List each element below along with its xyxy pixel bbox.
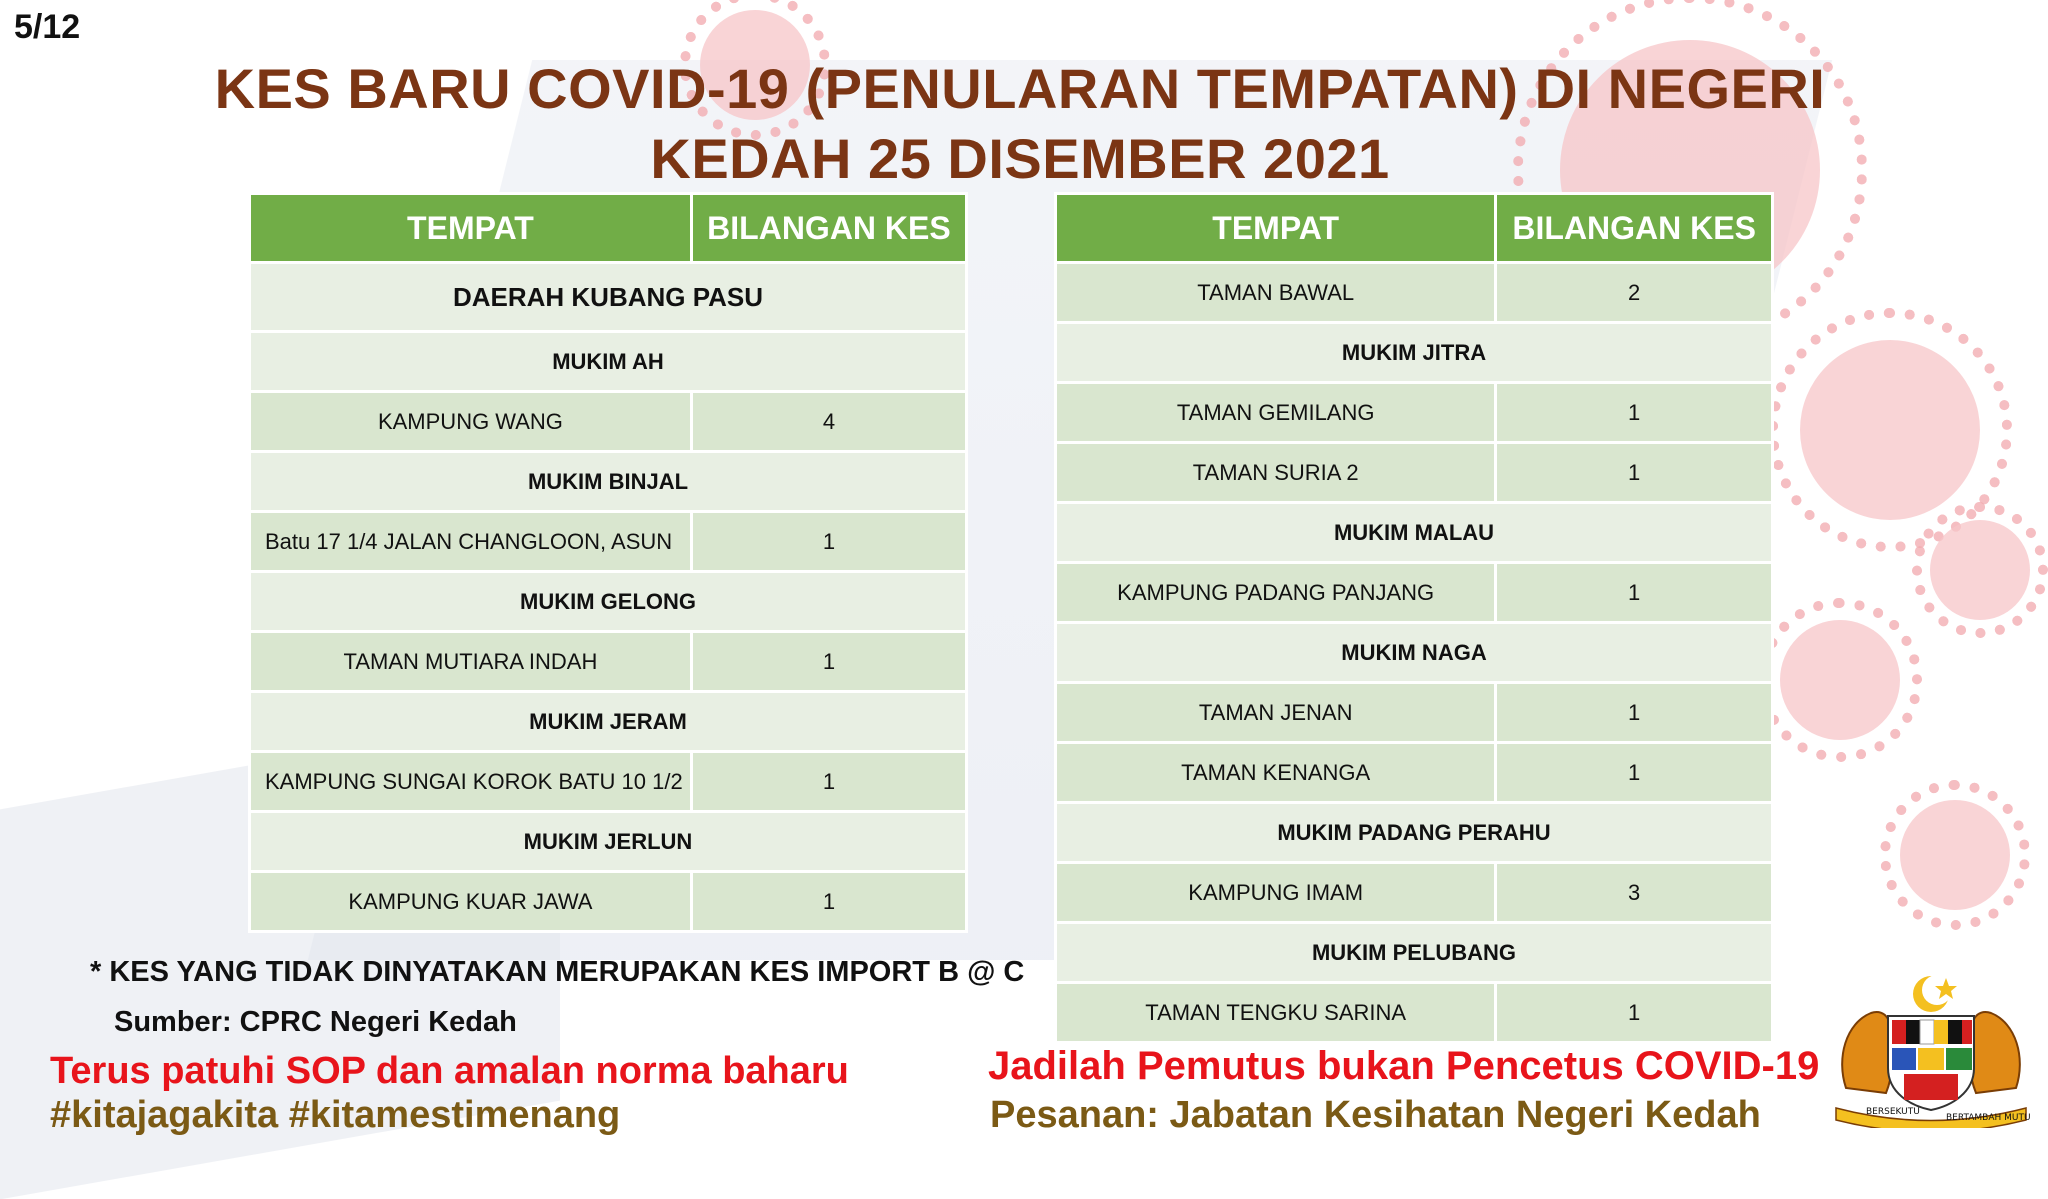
table-row [1056,263,1773,323]
table-row [1056,383,1773,443]
table-row [1056,563,1773,623]
case-count: 1 [1496,983,1773,1043]
place-name: KAMPUNG KUAR JAWA [250,872,692,932]
page-title [160,54,1880,194]
case-count: 4 [691,392,966,452]
mukim-name: MUKIM JERAM [250,692,967,752]
place-name: KAMPUNG IMAM [1056,863,1496,923]
table-row [1056,743,1773,803]
mukim-row [1056,803,1773,863]
mukim-name: MUKIM MALAU [1056,503,1773,563]
place-name: KAMPUNG PADANG PANJANG [1056,563,1496,623]
mukim-row [250,332,967,392]
mukim-name: MUKIM JERLUN [250,812,967,872]
case-count: 1 [691,632,966,692]
mukim-row [250,452,967,512]
virus-decoration [1900,800,2010,910]
case-count: 2 [1496,263,1773,323]
malaysia-coat-of-arms-icon [1826,968,2036,1128]
slogan: Jadilah Pemutus bukan Pencetus COVID-19 [988,1044,1820,1088]
message-source: Pesanan: Jabatan Kesihatan Negeri Kedah [990,1094,1761,1136]
right-case-table [1054,192,1774,1044]
case-count: 3 [1496,863,1773,923]
table-row [1056,683,1773,743]
mukim-row [250,692,967,752]
column-header-count: BILANGAN KES [691,194,966,263]
place-name: KAMPUNG SUNGAI KOROK BATU 10 1/2 [250,752,692,812]
case-count: 1 [691,752,966,812]
place-name: TAMAN MUTIARA INDAH [250,632,692,692]
mukim-name: MUKIM NAGA [1056,623,1773,683]
case-count: 1 [1496,683,1773,743]
footnote: * KES YANG TIDAK DINYATAKAN MERUPAKAN KES IMPORT B @ C [90,956,1025,988]
place-name: TAMAN SURIA 2 [1056,443,1496,503]
place-name: KAMPUNG WANG [250,392,692,452]
case-count: 1 [1496,443,1773,503]
case-count: 1 [1496,743,1773,803]
title-line-2: KEDAH 25 DISEMBER 2021 [650,127,1390,190]
case-count: 1 [691,512,966,572]
source-text: Sumber: CPRC Negeri Kedah [114,1006,517,1038]
mukim-name: MUKIM PADANG PERAHU [1056,803,1773,863]
place-name: TAMAN GEMILANG [1056,383,1496,443]
mukim-row [1056,623,1773,683]
mukim-row [1056,923,1773,983]
sop-reminder: Terus patuhi SOP dan amalan norma baharu [50,1050,849,1092]
column-header-place: TEMPAT [250,194,692,263]
left-case-table [248,192,968,933]
mukim-name: MUKIM GELONG [250,572,967,632]
district-row [250,263,967,332]
table-row [1056,983,1773,1043]
place-name: TAMAN TENGKU SARINA [1056,983,1496,1043]
page-number: 5/12 [14,8,81,46]
virus-decoration [1800,340,1980,520]
case-count: 1 [1496,563,1773,623]
case-count: 1 [691,872,966,932]
place-name: TAMAN JENAN [1056,683,1496,743]
mukim-row [1056,503,1773,563]
table-row [250,392,967,452]
table-row [1056,443,1773,503]
table-row [250,512,967,572]
mukim-name: MUKIM JITRA [1056,323,1773,383]
title-line-1: KES BARU COVID-19 (PENULARAN TEMPATAN) DI NEGERI [214,57,1826,120]
virus-decoration [1780,620,1900,740]
table-row [1056,863,1773,923]
hashtags: #kitajagakita #kitamestimenang [50,1094,621,1136]
place-name: Batu 17 1/4 JALAN CHANGLOON, ASUN [250,512,692,572]
table-header-row [1056,194,1773,263]
table-row [250,632,967,692]
place-name: TAMAN BAWAL [1056,263,1496,323]
column-header-place: TEMPAT [1056,194,1496,263]
case-count: 1 [1496,383,1773,443]
district-name: DAERAH KUBANG PASU [250,263,967,332]
table-row [250,872,967,932]
mukim-name: MUKIM AH [250,332,967,392]
mukim-row [250,812,967,872]
mukim-row [1056,323,1773,383]
crest-motto-right: BERTAMBAH MUTU [1946,1113,2031,1123]
column-header-count: BILANGAN KES [1496,194,1773,263]
table-header-row [250,194,967,263]
crest-motto-left: BERSEKUTU [1866,1107,1920,1117]
place-name: TAMAN KENANGA [1056,743,1496,803]
mukim-row [250,572,967,632]
mukim-name: MUKIM BINJAL [250,452,967,512]
virus-decoration [1930,520,2030,620]
mukim-name: MUKIM PELUBANG [1056,923,1773,983]
table-row [250,752,967,812]
